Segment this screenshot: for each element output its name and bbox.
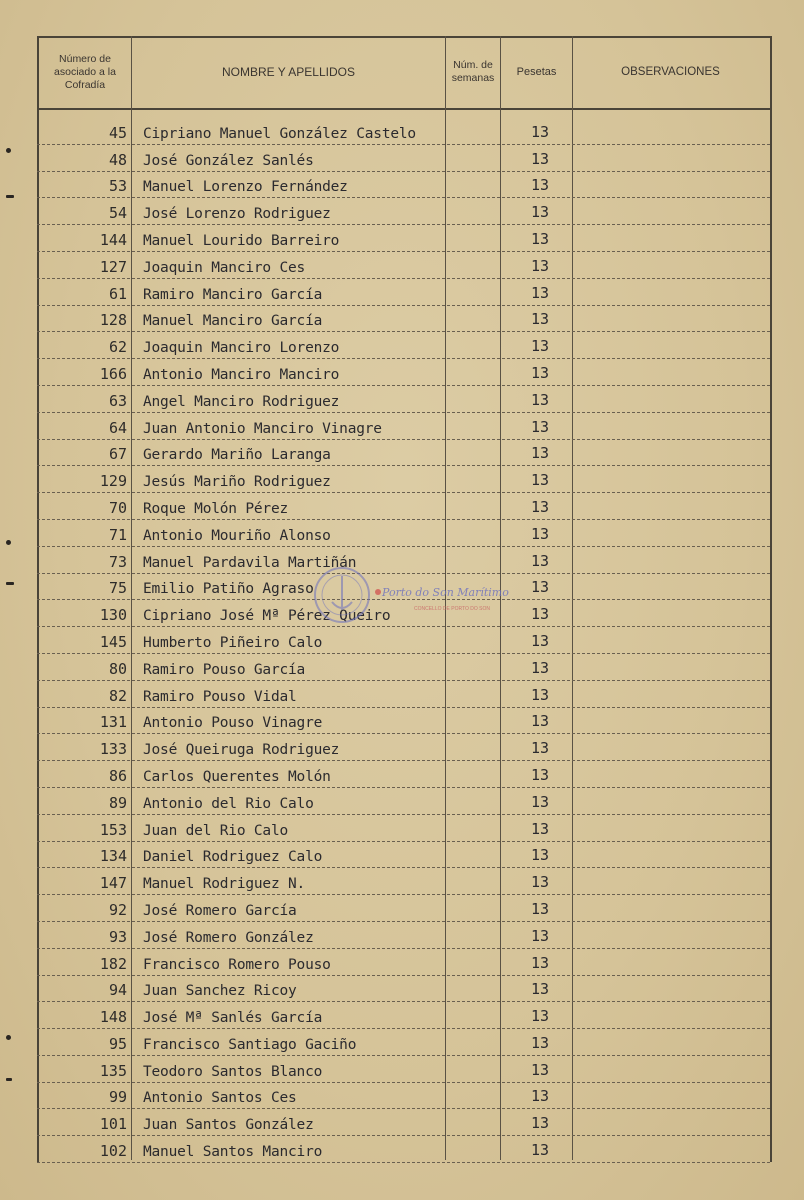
associate-number: 135 (99, 1061, 127, 1080)
pesetas-amount: 13 (531, 953, 550, 972)
associate-number: 67 (108, 445, 127, 464)
pesetas-amount: 13 (531, 819, 550, 838)
table-row (37, 761, 770, 788)
pesetas-amount: 13 (531, 712, 550, 731)
member-name: Angel Manciro Rodriguez (143, 393, 340, 410)
associate-number: 80 (108, 659, 127, 678)
table-row (37, 145, 770, 172)
associate-number: 71 (108, 525, 127, 544)
pesetas-amount: 13 (531, 176, 550, 195)
member-name: Daniel Rodriguez Calo (143, 849, 323, 866)
member-name: Jesús Mariño Rodriguez (143, 474, 331, 491)
pesetas-amount: 13 (531, 524, 550, 543)
table-row (37, 1109, 770, 1136)
table-row (37, 868, 770, 895)
member-name: Cipriano José Mª Pérez Queiro (143, 608, 391, 625)
pesetas-amount: 13 (531, 256, 550, 275)
table-row (37, 1029, 770, 1056)
associate-number: 129 (99, 472, 127, 491)
table-row (37, 359, 770, 386)
punch-hole (6, 195, 14, 198)
table-row (37, 440, 770, 467)
associate-number: 145 (99, 632, 127, 651)
member-name: Ramiro Pouso Vidal (143, 688, 297, 705)
member-name: Carlos Querentes Molón (143, 768, 331, 785)
punch-hole (6, 1035, 11, 1040)
pesetas-amount: 13 (531, 203, 550, 222)
member-name: José Romero García (143, 902, 297, 919)
pesetas-amount: 13 (531, 1141, 550, 1160)
associate-number: 102 (99, 1142, 127, 1161)
member-name: José Lorenzo Rodriguez (143, 206, 331, 223)
pesetas-amount: 13 (531, 310, 550, 329)
header-pesetas: Pesetas (516, 65, 557, 78)
member-name: Ramiro Manciro García (143, 286, 323, 303)
member-name: Humberto Piñeiro Calo (143, 634, 323, 651)
member-name: José Mª Sanlés García (143, 1010, 323, 1027)
punch-hole (6, 1078, 12, 1081)
header-semanas: Núm. de semanas (451, 59, 495, 84)
pesetas-amount: 13 (531, 765, 550, 784)
pesetas-amount: 13 (531, 605, 550, 624)
associate-number: 131 (99, 713, 127, 732)
pesetas-amount: 13 (531, 497, 550, 516)
associate-number: 62 (108, 338, 127, 357)
associate-number: 95 (108, 1034, 127, 1053)
member-name: Manuel Lourido Barreiro (143, 232, 340, 249)
associate-number: 45 (108, 123, 127, 142)
header-observaciones: OBSERVACIONES (621, 65, 720, 78)
member-name: Manuel Rodriguez N. (143, 876, 306, 893)
associate-number: 153 (99, 820, 127, 839)
table-row (37, 413, 770, 440)
member-name: Roque Molón Pérez (143, 500, 289, 517)
member-name: Antonio Manciro Manciro (143, 366, 340, 383)
associate-number: 82 (108, 686, 127, 705)
member-name: Juan Santos González (143, 1117, 314, 1134)
header-numero: Número de asociado a la Cofradía (54, 52, 116, 91)
table-row (37, 520, 770, 547)
associate-number: 148 (99, 1008, 127, 1027)
associate-number: 134 (99, 847, 127, 866)
table-row (37, 976, 770, 1003)
associate-number: 94 (108, 981, 127, 1000)
member-name: Juan Sanchez Ricoy (143, 983, 297, 1000)
table-row (37, 708, 770, 735)
associate-number: 182 (99, 954, 127, 973)
table-row (37, 949, 770, 976)
table-row (37, 681, 770, 708)
member-name: Francisco Romero Pouso (143, 956, 331, 973)
table-row (37, 842, 770, 869)
pesetas-amount: 13 (531, 363, 550, 382)
member-name: Joaquin Manciro Lorenzo (143, 340, 340, 357)
table-row (37, 493, 770, 520)
pesetas-amount: 13 (531, 122, 550, 141)
associate-number: 127 (99, 257, 127, 276)
pesetas-amount: 13 (531, 417, 550, 436)
pesetas-amount: 13 (531, 980, 550, 999)
table-row (37, 654, 770, 681)
pesetas-amount: 13 (531, 873, 550, 892)
table-row (37, 172, 770, 199)
pesetas-amount: 13 (531, 926, 550, 945)
member-name: Gerardo Mariño Laranga (143, 447, 331, 464)
member-name: Manuel Manciro García (143, 313, 323, 330)
member-name: Antonio Mouriño Alonso (143, 527, 331, 544)
member-name: José Queiruga Rodriguez (143, 742, 340, 759)
member-name: Antonio Pouso Vinagre (143, 715, 323, 732)
pesetas-amount: 13 (531, 739, 550, 758)
punch-hole (6, 540, 11, 545)
pesetas-amount: 13 (531, 1007, 550, 1026)
pesetas-amount: 13 (531, 631, 550, 650)
table-row (37, 815, 770, 842)
pesetas-amount: 13 (531, 337, 550, 356)
member-name: Joaquin Manciro Ces (143, 259, 306, 276)
pesetas-amount: 13 (531, 658, 550, 677)
associate-number: 99 (108, 1088, 127, 1107)
table-row (37, 788, 770, 815)
table-row (37, 386, 770, 413)
punch-hole (6, 582, 14, 585)
associate-number: 144 (99, 230, 127, 249)
associate-number: 70 (108, 498, 127, 517)
pesetas-amount: 13 (531, 149, 550, 168)
member-name: Cipriano Manuel González Castelo (143, 125, 416, 142)
associate-number: 93 (108, 927, 127, 946)
member-name: Manuel Santos Manciro (143, 1144, 323, 1161)
associate-number: 130 (99, 606, 127, 625)
pesetas-amount: 13 (531, 551, 550, 570)
table-body (37, 118, 770, 1163)
associate-number: 54 (108, 204, 127, 223)
pesetas-amount: 13 (531, 1033, 550, 1052)
member-name: Teodoro Santos Blanco (143, 1063, 323, 1080)
pesetas-amount: 13 (531, 1060, 550, 1079)
table-row (37, 198, 770, 225)
seal-text: Porto do Son Marítimo (382, 586, 509, 599)
punch-hole (6, 148, 11, 153)
pesetas-amount: 13 (531, 1114, 550, 1133)
table-row (37, 895, 770, 922)
member-name: Manuel Lorenzo Fernández (143, 179, 348, 196)
pesetas-amount: 13 (531, 685, 550, 704)
member-name: José Romero González (143, 929, 314, 946)
associate-number: 53 (108, 177, 127, 196)
table-row (37, 225, 770, 252)
associate-number: 92 (108, 900, 127, 919)
table-row (37, 922, 770, 949)
member-name: Juan del Rio Calo (143, 822, 289, 839)
associate-number: 133 (99, 740, 127, 759)
pesetas-amount: 13 (531, 792, 550, 811)
associate-number: 75 (108, 579, 127, 598)
member-name: José González Sanlés (143, 152, 314, 169)
pesetas-amount: 13 (531, 471, 550, 490)
member-name: Antonio del Rio Calo (143, 795, 314, 812)
table-row (37, 279, 770, 306)
header-nombre: NOMBRE Y APELLIDOS (222, 64, 355, 79)
table-row (37, 332, 770, 359)
pesetas-amount: 13 (531, 1087, 550, 1106)
table-row (37, 466, 770, 493)
member-name: Manuel Pardavila Martiñán (143, 554, 357, 571)
associate-number: 64 (108, 418, 127, 437)
pesetas-amount: 13 (531, 846, 550, 865)
pesetas-amount: 13 (531, 229, 550, 248)
table-row (37, 252, 770, 279)
pesetas-amount: 13 (531, 390, 550, 409)
table-row (37, 1002, 770, 1029)
table-row (37, 118, 770, 145)
associate-number: 86 (108, 766, 127, 785)
associate-number: 63 (108, 391, 127, 410)
table-row (37, 306, 770, 333)
table-row (37, 1056, 770, 1083)
table-row (37, 1083, 770, 1110)
seal-subtext: CONCELLO DE PORTO DO SON (414, 606, 490, 612)
table-row (37, 734, 770, 761)
associate-number: 48 (108, 150, 127, 169)
table-row (37, 1136, 770, 1163)
associate-number: 61 (108, 284, 127, 303)
member-name: Ramiro Pouso García (143, 661, 306, 678)
associate-number: 166 (99, 364, 127, 383)
member-name: Antonio Santos Ces (143, 1090, 297, 1107)
pesetas-amount: 13 (531, 899, 550, 918)
associate-number: 101 (99, 1115, 127, 1134)
pesetas-amount: 13 (531, 578, 550, 597)
pesetas-amount: 13 (531, 283, 550, 302)
member-name: Juan Antonio Manciro Vinagre (143, 420, 382, 437)
associate-number: 128 (99, 311, 127, 330)
member-name: Francisco Santiago Gaciño (143, 1036, 357, 1053)
member-name: Emilio Patiño Agraso (143, 581, 314, 598)
associate-number: 147 (99, 874, 127, 893)
associate-number: 89 (108, 793, 127, 812)
associate-number: 73 (108, 552, 127, 571)
pesetas-amount: 13 (531, 444, 550, 463)
